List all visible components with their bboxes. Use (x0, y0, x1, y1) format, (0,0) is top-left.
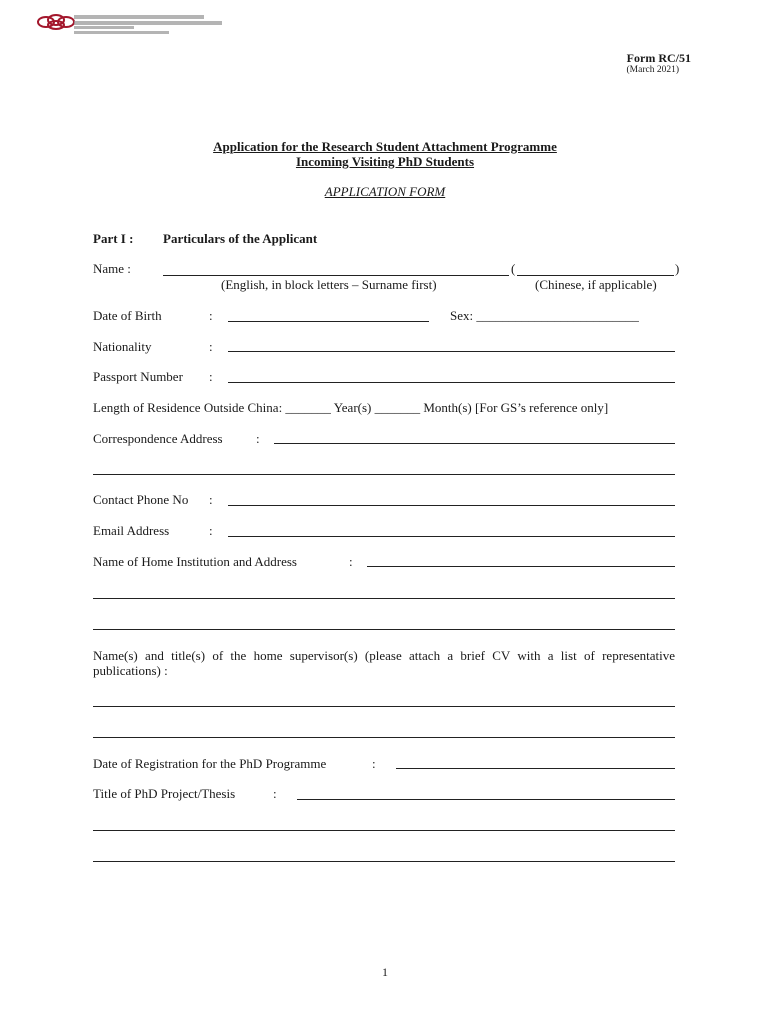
supervisor-field-line2[interactable] (93, 737, 675, 738)
passport-label: Passport Number (93, 369, 183, 384)
logo-text-line (74, 31, 169, 34)
registration-field[interactable] (396, 768, 675, 769)
thesis-field-line3[interactable] (93, 861, 675, 862)
name-close-paren: ) (675, 261, 680, 276)
logo-text-line (74, 21, 222, 25)
dob-colon: : (209, 308, 213, 323)
email-field[interactable] (228, 536, 675, 537)
form-date: (March 2021) (626, 65, 679, 75)
home-institution-field-line1[interactable] (367, 566, 675, 567)
name-label: Name : (93, 261, 131, 276)
form-subtitle: APPLICATION FORM (324, 184, 446, 199)
logo-text-line (74, 26, 134, 29)
thesis-field-line1[interactable] (297, 799, 675, 800)
thesis-colon: : (273, 786, 277, 801)
address-field-line1[interactable] (274, 443, 675, 444)
supervisor-prompt: Name(s) and title(s) of the home supervisor(s) (please attach a brief CV with a list of representative publications) : (93, 648, 675, 678)
passport-field[interactable] (228, 382, 675, 383)
thesis-field-line2[interactable] (93, 830, 675, 831)
logo-text-line (74, 15, 204, 19)
dob-label: Date of Birth (93, 308, 162, 323)
email-label: Email Address (93, 523, 170, 538)
residence-field[interactable]: Length of Residence Outside China: _______ Year(s) _______ Month(s) [For GS’s reference only] (93, 400, 609, 415)
polyu-logo (36, 12, 226, 36)
logo-emblem-icon (36, 12, 76, 32)
address-colon: : (256, 431, 260, 446)
name-open-paren: ( (511, 261, 516, 276)
page-number: 1 (382, 965, 388, 979)
home-institution-colon: : (349, 554, 353, 569)
form-title-line2: Incoming Visiting PhD Students (295, 154, 475, 169)
nationality-colon: : (209, 339, 213, 354)
form-code: Form RC/51 (626, 51, 691, 65)
passport-colon: : (209, 369, 213, 384)
registration-label: Date of Registration for the PhD Programme (93, 756, 327, 771)
nationality-field[interactable] (228, 351, 675, 352)
form-title: Application for the Research Student Attachment Programme (213, 139, 557, 154)
dob-field[interactable] (228, 321, 429, 322)
home-institution-label: Name of Home Institution and Address (93, 554, 297, 569)
sex-field[interactable]: Sex: _________________________ (450, 308, 639, 323)
email-colon: : (209, 523, 213, 538)
name-chinese-field[interactable] (517, 275, 674, 276)
phone-colon: : (209, 492, 213, 507)
phone-label: Contact Phone No (93, 492, 189, 507)
phone-field[interactable] (228, 505, 675, 506)
part-heading: Particulars of the Applicant (163, 231, 318, 246)
part-label: Part I : (93, 231, 134, 246)
home-institution-field-line3[interactable] (93, 629, 675, 630)
supervisor-field-line1[interactable] (93, 706, 675, 707)
registration-colon: : (372, 756, 376, 771)
name-english-field[interactable] (163, 275, 509, 276)
address-label: Correspondence Address (93, 431, 223, 446)
name-english-hint: (English, in block letters – Surname first) (221, 277, 437, 292)
thesis-label: Title of PhD Project/Thesis (93, 786, 236, 801)
address-field-line2[interactable] (93, 474, 675, 475)
nationality-label: Nationality (93, 339, 152, 354)
home-institution-field-line2[interactable] (93, 598, 675, 599)
name-chinese-hint: (Chinese, if applicable) (535, 277, 657, 292)
